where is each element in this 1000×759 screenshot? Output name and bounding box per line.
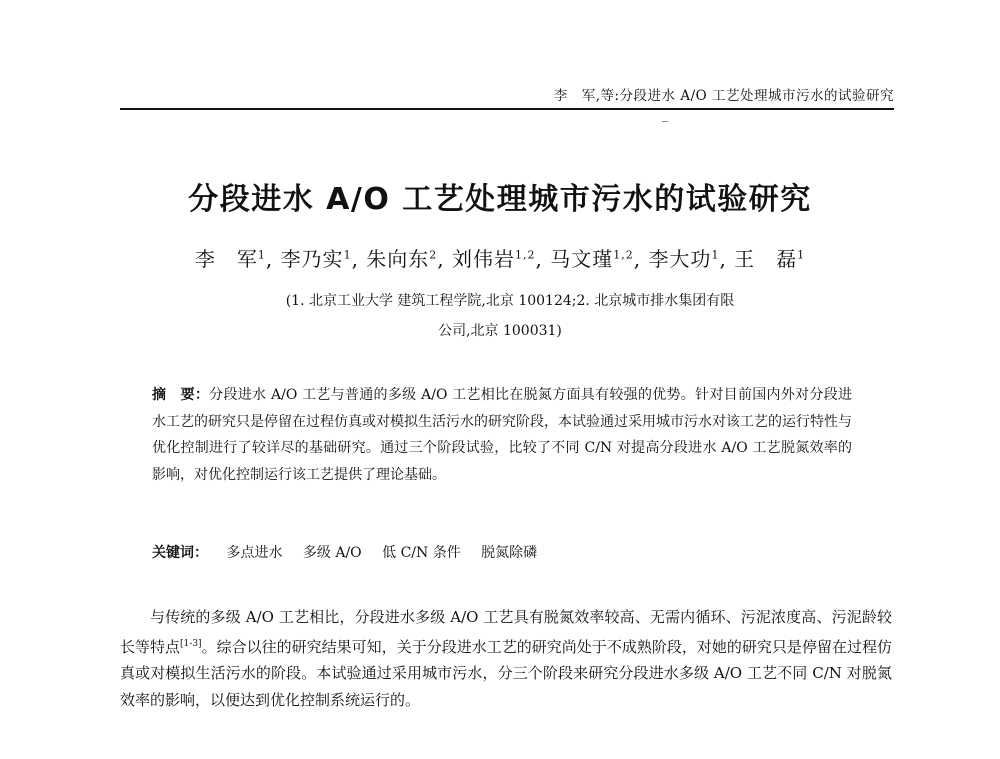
- author-separator: ,: [719, 247, 727, 271]
- author-affiliation-mark: 2: [429, 248, 438, 262]
- author-name: 李大功: [648, 247, 712, 271]
- author: [648, 247, 726, 271]
- keyword: 脱氮除磷: [481, 545, 538, 561]
- author-affiliation-mark: 1: [343, 248, 352, 262]
- author-name: 李 军: [194, 247, 258, 271]
- keyword: 多级 A/O: [302, 545, 362, 561]
- author-separator: ,: [437, 247, 445, 271]
- author-separator: ,: [265, 247, 274, 271]
- author-affiliation-mark: 1: [711, 248, 720, 262]
- author: [452, 247, 543, 271]
- abstract-text: 分段进水 A/O 工艺与普通的多级 A/O 工艺相比在脱氮方面具有较强的优势。针对目前国内外对分段进水工艺的研究只是停留在过程仿真或对模拟生活污水的研究阶段，本试验通过采用城市污水对该工艺的运行特性与优化控制进行了较详尽的基础研究。通过三个阶段试验，比较了不同 C/N 对提高分段进水 A/O 工艺脱氮效率的影响，对优化控制运行该工艺提供了理论基础。: [152, 387, 852, 483]
- author: [366, 247, 444, 271]
- body-text-part-1: 与传统的多级 A/O 工艺相比，分段进水多级 A/O 工艺具有脱氮效率较高、无需内循环、污泥浓度高、污泥龄较长等特点: [120, 608, 892, 656]
- keywords-label: 关键词：: [152, 545, 208, 561]
- keywords: [152, 542, 553, 562]
- author-list: [0, 243, 1000, 272]
- author-name: 李乃实: [280, 247, 344, 271]
- author: [734, 247, 805, 271]
- author-name: 王 磊: [734, 247, 798, 271]
- author-affiliation-mark: 1,2: [613, 248, 634, 262]
- paper-title: 分段进水 A/O 工艺处理城市污水的试验研究: [188, 182, 812, 217]
- author: [281, 247, 359, 271]
- author-separator: ,: [633, 247, 642, 271]
- author-affiliation-mark: 1: [797, 248, 806, 262]
- author: [550, 247, 641, 271]
- author-separator: ,: [351, 247, 359, 271]
- header-rule: [120, 108, 894, 110]
- keyword: 多点进水: [226, 545, 283, 561]
- abstract: [152, 382, 852, 488]
- running-head: 李 军,等:分段进水 A/O 工艺处理城市污水的试验研究: [553, 88, 894, 104]
- author-name: 刘伟岩: [452, 247, 515, 271]
- author-affiliation-mark: 1: [257, 248, 266, 262]
- citation: [1-3]: [180, 638, 202, 649]
- author-name: 马文瑾: [550, 247, 614, 271]
- keyword: 低 C/N 条件: [382, 545, 461, 561]
- author: [195, 247, 273, 271]
- author-name: 朱向东: [366, 247, 430, 271]
- abstract-label: 摘 要：: [152, 387, 210, 403]
- author-affiliation-mark: 1,2: [515, 248, 536, 262]
- affiliation-line-1: (1. 北京工业大学 建筑工程学院,北京 100124;2. 北京城市排水集团有限: [285, 293, 735, 309]
- scan-mark: [662, 121, 668, 122]
- author-separator: ,: [535, 247, 543, 271]
- affiliation-line-2: 公司,北京 100031): [438, 323, 562, 339]
- body-paragraph: [120, 604, 892, 713]
- body-text-part-2: 。综合以往的研究结果可知，关于分段进水工艺的研究尚处于不成熟阶段，对她的研究只是停留在过程仿真或对模拟生活污水的阶段。本试验通过采用城市污水，分三个阶段来研究分段进水多级 A/O 工艺不同 C/N 对脱氮效率的影响，以便达到优化控制系统运行的。: [120, 637, 892, 709]
